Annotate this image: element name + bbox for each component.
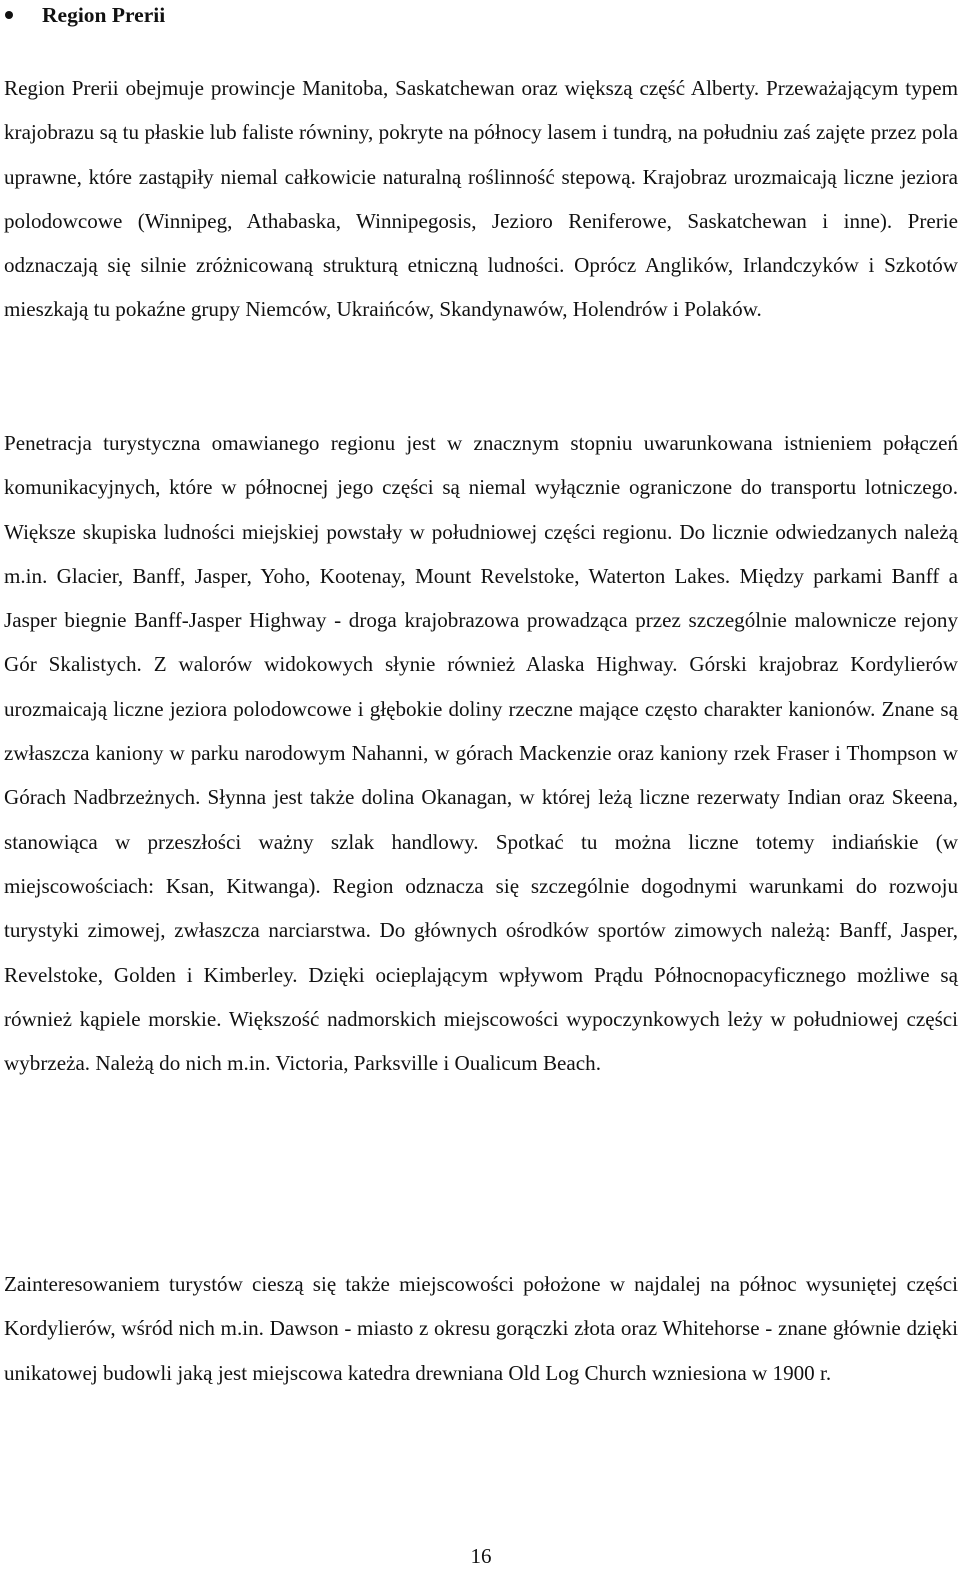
paragraph-2: Penetracja turystyczna omawianego regionu jest w znacznym stopniu uwarunkowana istnieniem połączeń komunikacyjnych, które w północnej jego części są niemal wyłącznie ograniczone do transportu lotniczego. Większe skupiska ludności miejskiej powstały w południowej części regionu. Do licznie odwiedzanych należą m.in. Glacier, Banff, Jasper, Yoho, Kootenay, Mount Revelstoke, Waterton Lakes. Między parkami Banff a Jasper biegnie Banff-Jasper Highway - droga krajobrazowa prowadząca przez szczególnie malownicze rejony Gór Skalistych. Z walorów widokowych słynie również Alaska Highway. Górski krajobraz Kordylierów urozmaicają liczne jeziora polodowcowe i głębokie doliny rzeczne mające często charakter kanionów. Znane są zwłaszcza kaniony w parku narodowym Nahanni, w górach Mackenzie oraz kaniony rzek Fraser i Thompson w Górach Nadbrzeżnych. Słynna jest także dolina Okanagan, w której leżą liczne rezerwaty Indian oraz Skeena, stanowiąca w przeszłości ważny szlak handlowy. Spotkać tu można liczne totemy indiańskie (w miejscowościach: Ksan, Kitwanga). Region odznacza się szczególnie dogodnymi warunkami do rozwoju turystyki zimowej, zwłaszcza narciarstwa. Do głównych ośrodków sportów zimowych należą: Banff, Jasper, Revelstoke, Golden i Kimberley. Dzięki ocieplającym wpływom Prądu Północnopacyficznego możliwe są również kąpiele morskie. Większość nadmorskich miejscowości wypoczynkowych leży w południowej części wybrzeża. Należą do nich m.in. Victoria, Parksville i Oualicum Beach. — [4, 431, 958, 1076]
section-heading-row — [4, 0, 165, 30]
paragraph-1: Region Prerii obejmuje prowincje Manitoba, Saskatchewan oraz większą część Alberty. Przeważającym typem krajobrazu są tu płaskie lub faliste równiny, pokryte na północy lasem i tundrą, na południu zaś zajęte przez pola uprawne, które zastąpiły niemal całkowicie naturalną roślinność stepową. Krajobraz urozmaicają liczne jeziora polodowcowe (Winnipeg, Athabaska, Winnipegosis, Jezioro Reniferowe, Saskatchewan i inne). Prerie odznaczają się silnie zróżnicowaną strukturą etniczną ludności. Oprócz Anglików, Irlandczyków i Szkotów mieszkają tu pokaźne grupy Niemców, Ukraińców, Skandynawów, Holendrów i Polaków. — [4, 76, 958, 322]
bullet-icon — [5, 11, 13, 19]
paragraph-3: Zainteresowaniem turystów cieszą się także miejscowości położone w najdalej na północ wysuniętej części Kordylierów, wśród nich m.in. Dawson - miasto z okresu gorączki złota oraz Whitehorse - znane głównie dzięki unikatowej budowli jaką jest miejscowa katedra drewniana Old Log Church wzniesiona w 1900 r. — [4, 1272, 958, 1385]
section-heading: Region Prerii — [42, 2, 166, 27]
page-number: 16 — [470, 1544, 492, 1568]
